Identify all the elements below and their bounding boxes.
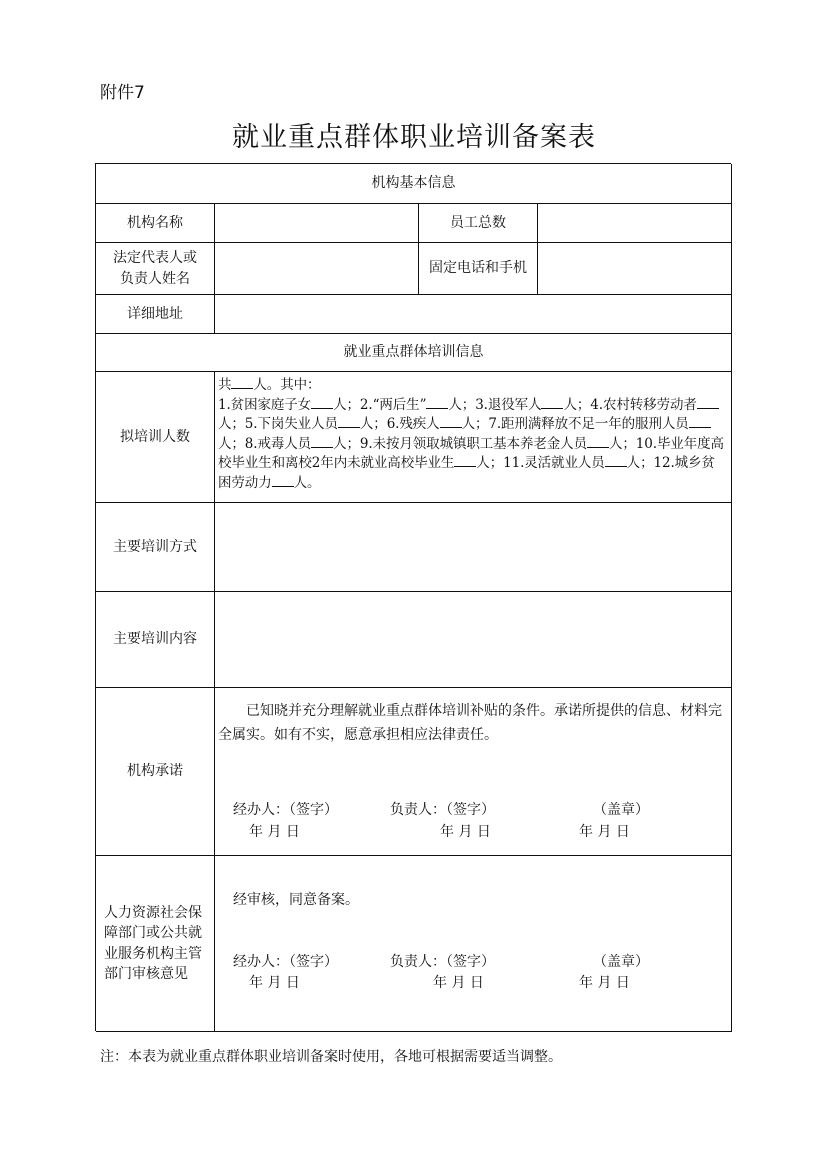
trainee-count-field[interactable] (215, 372, 732, 503)
staff-total-label: 员工总数 (419, 204, 538, 243)
page-title: 就业重点群体职业培训备案表 (232, 122, 596, 153)
blank-1[interactable] (311, 396, 333, 409)
blank-3[interactable] (541, 396, 563, 409)
commitment-block (215, 688, 732, 856)
main-method-label: 主要培训方式 (96, 503, 215, 592)
phone-label: 固定电话和手机 (419, 243, 538, 295)
review-seal-date[interactable]: 年 月 日 (579, 975, 630, 991)
commitment-seal[interactable]: （盖章） (593, 802, 649, 818)
blank-9[interactable] (587, 435, 609, 448)
attachment-number: 附件7 (100, 83, 145, 103)
review-block (215, 856, 732, 1032)
commitment-responsible-date[interactable]: 年 月 日 (440, 824, 491, 840)
staff-total-field[interactable] (538, 204, 732, 243)
main-method-field[interactable] (215, 503, 732, 592)
phone-field[interactable] (538, 243, 732, 295)
org-name-field[interactable] (215, 204, 419, 243)
review-label (96, 856, 215, 1032)
trainee-count-label: 拟培训人数 (96, 372, 215, 503)
review-seal[interactable]: （盖章） (593, 954, 649, 970)
review-responsible-date[interactable]: 年 月 日 (433, 975, 484, 991)
review-responsible-signature[interactable]: 负责人：（签字） (390, 954, 495, 970)
legal-rep-label (96, 243, 215, 295)
legal-rep-field[interactable] (215, 243, 419, 295)
main-content-field[interactable] (215, 592, 732, 688)
address-label: 详细地址 (96, 295, 215, 334)
commitment-handler-signature[interactable]: 经办人：（签字） (233, 802, 338, 818)
blank-total[interactable] (231, 376, 253, 389)
blank-5[interactable] (338, 415, 360, 428)
review-label-line1: 人力资源社会保 (104, 904, 202, 921)
commitment-label: 机构承诺 (96, 688, 215, 856)
commitment-handler-date[interactable]: 年 月 日 (249, 824, 300, 840)
review-label-line2: 障部门或公共就 (104, 925, 202, 942)
commitment-seal-date[interactable]: 年 月 日 (579, 824, 630, 840)
legal-rep-label-line2: 负责人姓名 (120, 270, 190, 287)
blank-11[interactable] (605, 454, 627, 467)
filing-form-table (95, 163, 731, 1031)
section-header-org-info: 机构基本信息 (96, 164, 732, 204)
org-name-label: 机构名称 (96, 204, 215, 243)
footnote: 注：本表为就业重点群体职业培训备案时使用，各地可根据需要适当调整。 (100, 1049, 562, 1065)
legal-rep-label-line1: 法定代表人或 (113, 250, 197, 267)
review-label-line4: 部门审核意见 (104, 965, 188, 982)
section-header-training-info: 就业重点群体培训信息 (96, 334, 732, 372)
blank-10[interactable] (454, 454, 476, 467)
blank-6[interactable] (440, 415, 462, 428)
commitment-text: 已知晓并充分理解就业重点群体培训补贴的条件。承诺所提供的信息、材料完全属实。如有不实，愿意承担相应法律责任。 (218, 703, 722, 743)
commitment-responsible-signature[interactable]: 负责人：（签字） (390, 802, 495, 818)
blank-4[interactable] (697, 396, 719, 409)
review-label-line3: 业服务机构主管 (104, 945, 202, 962)
review-text: 经审核，同意备案。 (233, 892, 359, 908)
blank-8[interactable] (311, 435, 333, 448)
main-content-label: 主要培训内容 (96, 592, 215, 688)
trainee-breakdown-text: 共 人。其中： 1.贫困家庭子女 人；2.“两后生” 人；3.退役军人 人；4.农村转移劳动者人；5.下岗失业人员 人；6.残疾人 人；7.距刑满释放不足一年的服刑人员人；8.戒毒人员 人；9.未按月领取城镇职工基本养老金人员 人；10.毕业年度高校毕业生和离校2年内未就业高校毕业生 人；11.灵活就业人员 人；12.城乡贫困劳动力 人。 (218, 377, 724, 491)
blank-7[interactable] (689, 415, 711, 428)
address-field[interactable] (215, 295, 732, 334)
blank-2[interactable] (426, 396, 448, 409)
blank-12[interactable] (272, 474, 294, 487)
review-handler-signature[interactable]: 经办人：（签字） (233, 954, 338, 970)
review-handler-date[interactable]: 年 月 日 (249, 975, 300, 991)
